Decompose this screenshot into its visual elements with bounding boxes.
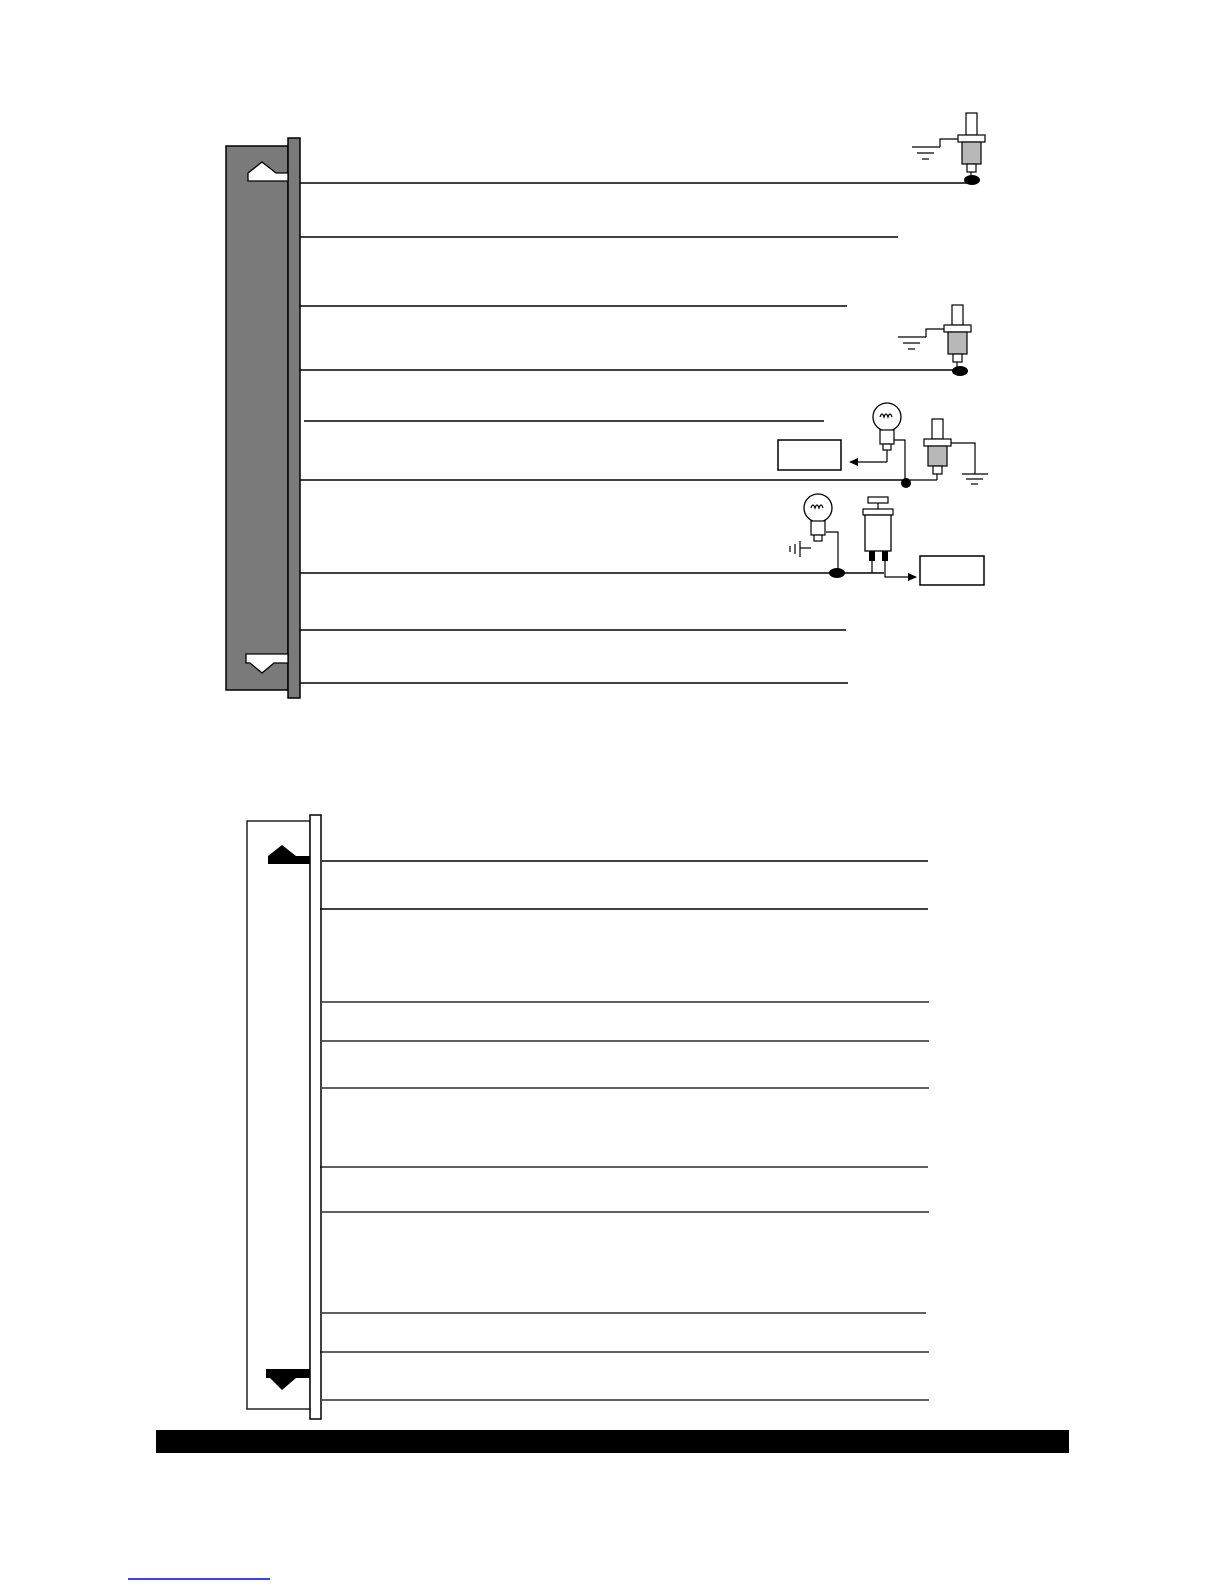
- top-connector-flange: [288, 138, 300, 698]
- bottom-connector: [247, 815, 321, 1419]
- ground-icon: [898, 329, 944, 349]
- module-box-icon: [778, 440, 841, 470]
- pin-switch-icon: [944, 305, 971, 376]
- pin-switch-icon: [906, 419, 951, 480]
- bulb-icon: [873, 403, 901, 450]
- bottom-connector-body: [247, 821, 310, 1409]
- top-connector-body: [226, 146, 288, 690]
- module-box-icon: [920, 556, 984, 585]
- footer-bar: [156, 1430, 1069, 1453]
- ground-icon: [790, 541, 811, 557]
- bulb-wiring: [826, 532, 845, 578]
- push-button-switch-icon: [863, 497, 916, 577]
- bottom-connector-flange: [310, 815, 321, 1419]
- pin-switch-icon: [958, 113, 985, 185]
- top-connector: [226, 138, 300, 698]
- ground-icon: [912, 139, 958, 159]
- bulb-icon: [804, 494, 832, 541]
- ground-icon: [951, 443, 988, 484]
- bottom-wires: [320, 861, 929, 1400]
- top-wires: [300, 183, 972, 683]
